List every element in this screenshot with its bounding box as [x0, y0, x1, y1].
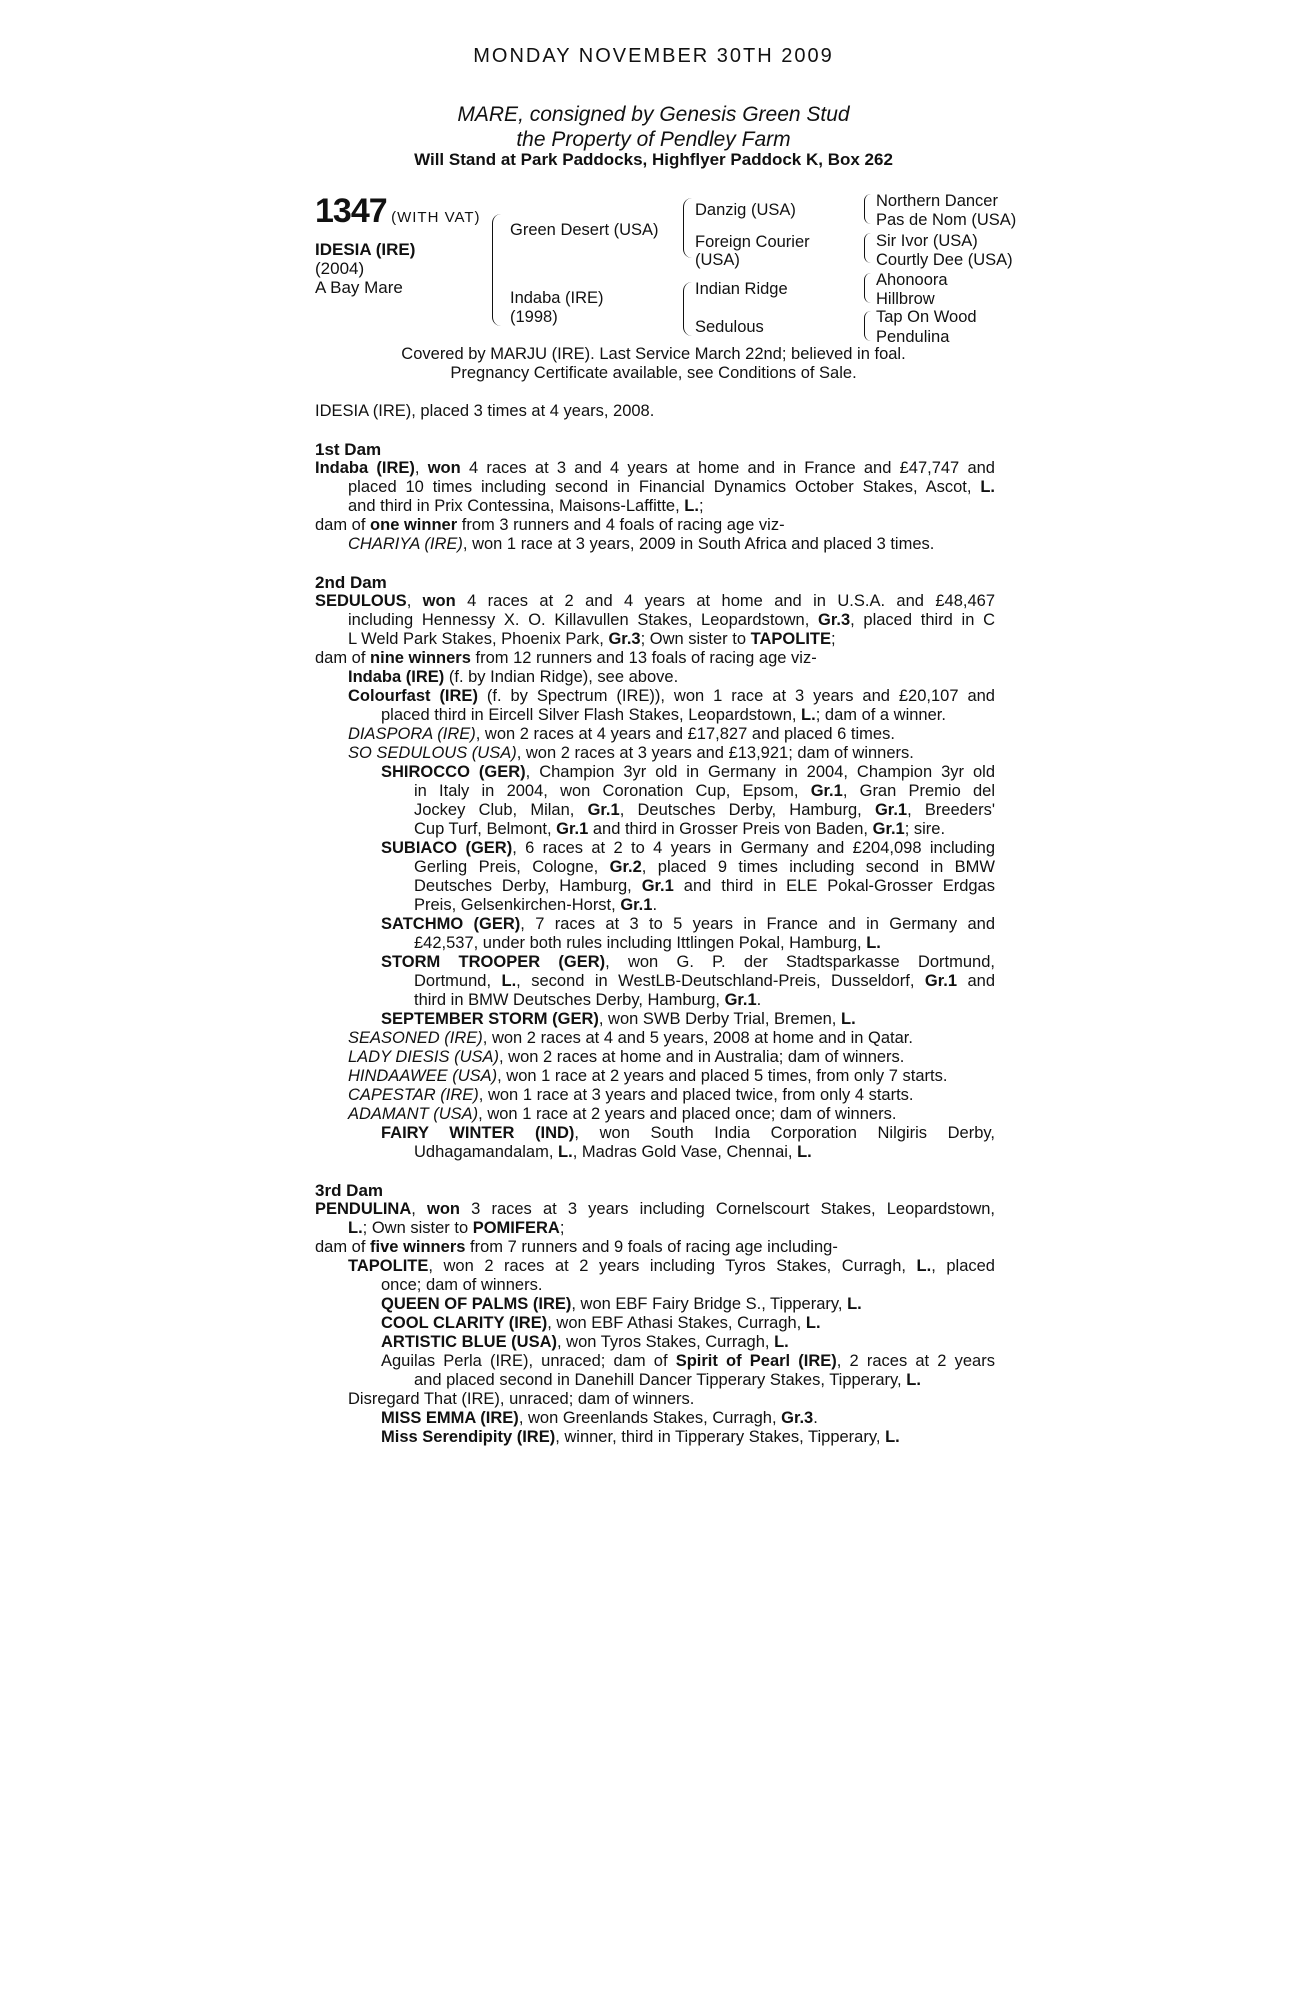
- ped-sd-2: (USA): [695, 251, 740, 269]
- ped-sd-1: Foreign Courier: [695, 233, 810, 251]
- dam2-shirocco-2: in Italy in 2004, won Coronation Cup, Epsom, Gr.1, Gran Premio del: [414, 782, 995, 800]
- dam2-colourfast-1: Colourfast (IRE) (f. by Spectrum (IRE)), won 1 race at 3 years and £20,107 and: [348, 687, 995, 705]
- ped-sdd: Courtly Dee (USA): [876, 251, 1013, 269]
- ped-ds: Indian Ridge: [695, 280, 788, 298]
- sale-date: MONDAY NOVEMBER 30TH 2009: [473, 45, 834, 67]
- second-dam-heading: 2nd Dam: [315, 573, 387, 592]
- ped-sds: Sir Ivor (USA): [876, 232, 978, 250]
- dam3-cool-clarity: COOL CLARITY (IRE), won EBF Athasi Stakes, Curragh, L.: [381, 1314, 821, 1332]
- horse-name: IDESIA (IRE): [315, 240, 416, 259]
- brace-4: [864, 194, 871, 224]
- ped-ddd: Pendulina: [876, 328, 950, 346]
- dam2-lady-diesis: LADY DIESIS (USA), won 2 races at home and in Australia; dam of winners.: [348, 1048, 905, 1066]
- vat-note: (WITH VAT): [391, 209, 481, 226]
- dam2-shirocco-4: Cup Turf, Belmont, Gr.1 and third in Grosser Preis von Baden, Gr.1; sire.: [414, 820, 946, 838]
- dam3-tapolite-2: once; dam of winners.: [381, 1276, 543, 1294]
- dam2-line-4: dam of nine winners from 12 runners and 13 foals of racing age viz-: [315, 649, 817, 667]
- ped-dam-2: (1998): [510, 308, 558, 326]
- ped-sire: Green Desert (USA): [510, 221, 659, 239]
- dam2-fairy-winter-1: FAIRY WINTER (IND), won South India Corporation Nilgiris Derby,: [381, 1124, 995, 1142]
- dam2-colourfast-2: placed third in Eircell Silver Flash Stakes, Leopardstown, L.; dam of a winner.: [381, 706, 946, 724]
- horse-info: [315, 240, 415, 297]
- brace-5: [864, 233, 871, 263]
- dam2-so-sedulous: SO SEDULOUS (USA), won 2 races at 3 years and £13,921; dam of winners.: [348, 744, 914, 762]
- brace-1: [492, 214, 501, 326]
- ped-ss: Danzig (USA): [695, 201, 796, 219]
- dam2-subiaco-3: Deutsches Derby, Hamburg, Gr.1 and third in ELE Pokal-Grosser Erdgas: [414, 877, 995, 895]
- horse-description: A Bay Mare: [315, 278, 403, 297]
- dam3-line-2: L.; Own sister to POMIFERA;: [348, 1219, 565, 1237]
- lot-number-block: [315, 192, 481, 231]
- dam2-subiaco-2: Gerling Preis, Cologne, Gr.2, placed 9 times including second in BMW: [414, 858, 995, 876]
- ped-dam-1: Indaba (IRE): [510, 289, 604, 307]
- stand-location: Will Stand at Park Paddocks, Highflyer Paddock K, Box 262: [414, 150, 893, 169]
- dam1-line-4: dam of one winner from 3 runners and 4 foals of racing age viz-: [315, 516, 785, 534]
- lot-number: 1347: [315, 192, 387, 230]
- covered-note: [0, 345, 1307, 383]
- dam3-line-1: PENDULINA, won 3 races at 3 years including Cornelscourt Stakes, Leopardstown,: [315, 1200, 995, 1218]
- dam3-miss-emma: MISS EMMA (IRE), won Greenlands Stakes, Curragh, Gr.3.: [381, 1409, 818, 1427]
- dam1-line-3: and third in Prix Contessina, Maisons-Laffitte, L.;: [348, 497, 704, 515]
- ped-dsd: Hillbrow: [876, 290, 935, 308]
- dam2-satchmo-2: £42,537, under both rules including Ittlingen Pokal, Hamburg, L.: [414, 934, 881, 952]
- dam2-diaspora: DIASPORA (IRE), won 2 races at 4 years and £17,827 and placed 6 times.: [348, 725, 895, 743]
- horse-year: (2004): [315, 259, 365, 278]
- dam1-line-5: CHARIYA (IRE), won 1 race at 3 years, 2009 in South Africa and placed 3 times.: [348, 535, 935, 553]
- ped-dss: Ahonoora: [876, 271, 948, 289]
- brace-7: [864, 311, 871, 341]
- third-dam-heading: 3rd Dam: [315, 1181, 384, 1200]
- ped-ssd: Pas de Nom (USA): [876, 211, 1017, 229]
- dam2-line-3: L Weld Park Stakes, Phoenix Park, Gr.3; Own sister to TAPOLITE;: [348, 630, 836, 648]
- brace-6: [864, 273, 871, 303]
- dam3-artistic-blue: ARTISTIC BLUE (USA), won Tyros Stakes, Curragh, L.: [381, 1333, 789, 1351]
- dam1-line-1: Indaba (IRE), won 4 races at 3 and 4 years at home and in France and £47,747 and: [315, 459, 995, 477]
- dam3-aguilas-1: Aguilas Perla (IRE), unraced; dam of Spirit of Pearl (IRE), 2 races at 2 years: [381, 1352, 995, 1370]
- dam2-september-storm: SEPTEMBER STORM (GER), won SWB Derby Trial, Bremen, L.: [381, 1010, 856, 1028]
- ped-dds: Tap On Wood: [876, 308, 977, 326]
- covered-line-1: Covered by MARJU (IRE). Last Service March 22nd; believed in foal.: [401, 345, 906, 363]
- ped-dd: Sedulous: [695, 318, 764, 336]
- dam2-fairy-winter-2: Udhagamandalam, L., Madras Gold Vase, Chennai, L.: [414, 1143, 812, 1161]
- dam3-disregard: Disregard That (IRE), unraced; dam of winners.: [348, 1390, 695, 1408]
- dam3-aguilas-2: and placed second in Danehill Dancer Tipperary Stakes, Tipperary, L.: [414, 1371, 921, 1389]
- dam2-storm-3: third in BMW Deutsches Derby, Hamburg, Gr.1.: [414, 991, 762, 1009]
- brace-2: [683, 198, 692, 258]
- brace-3: [683, 282, 692, 336]
- covered-line-2: Pregnancy Certificate available, see Conditions of Sale.: [450, 364, 857, 382]
- first-dam-heading: 1st Dam: [315, 440, 382, 459]
- dam2-storm-1: STORM TROOPER (GER), won G. P. der Stadtsparkasse Dortmund,: [381, 953, 995, 971]
- dam2-adamant: ADAMANT (USA), won 1 race at 2 years and placed once; dam of winners.: [348, 1105, 897, 1123]
- third-dam-section: [315, 1181, 995, 1447]
- dam2-subiaco-4: Preis, Gelsenkirchen-Horst, Gr.1.: [414, 896, 658, 914]
- dam3-miss-serendipity: Miss Serendipity (IRE), winner, third in Tipperary Stakes, Tipperary, L.: [381, 1428, 900, 1446]
- consign-line-1: MARE, consigned by Genesis Green Stud: [457, 103, 850, 126]
- dam3-line-3: dam of five winners from 7 runners and 9 foals of racing age including-: [315, 1238, 838, 1256]
- second-dam-section: [315, 573, 995, 1162]
- dam2-hindaawee: HINDAAWEE (USA), won 1 race at 2 years and placed 5 times, from only 7 starts.: [348, 1067, 948, 1085]
- dam2-indaba: Indaba (IRE) (f. by Indian Ridge), see above.: [348, 668, 679, 686]
- dam2-capestar: CAPESTAR (IRE), won 1 race at 3 years and placed twice, from only 4 starts.: [348, 1086, 914, 1104]
- dam2-line-2: including Hennessy X. O. Killavullen Stakes, Leopardstown, Gr.3, placed third in C: [348, 611, 996, 629]
- dam2-satchmo-1: SATCHMO (GER), 7 races at 3 to 5 years in France and in Germany and: [381, 915, 995, 933]
- dam1-line-2: placed 10 times including second in Financial Dynamics October Stakes, Ascot, L.: [348, 478, 995, 496]
- dam2-subiaco-1: SUBIACO (GER), 6 races at 2 to 4 years in Germany and £204,098 including: [381, 839, 995, 857]
- dam3-queen-of-palms: QUEEN OF PALMS (IRE), won EBF Fairy Bridge S., Tipperary, L.: [381, 1295, 862, 1313]
- dam2-seasoned: SEASONED (IRE), won 2 races at 4 and 5 years, 2008 at home and in Qatar.: [348, 1029, 913, 1047]
- dam2-line-1: SEDULOUS, won 4 races at 2 and 4 years at home and in U.S.A. and £48,467: [315, 592, 995, 610]
- first-dam-section: [315, 440, 995, 554]
- consign-line-2: the Property of Pendley Farm: [516, 128, 791, 151]
- ped-sss: Northern Dancer: [876, 192, 998, 210]
- dam2-shirocco-1: SHIROCCO (GER), Champion 3yr old in Germany in 2004, Champion 3yr old: [381, 763, 995, 781]
- dam3-tapolite-1: TAPOLITE, won 2 races at 2 years including Tyros Stakes, Curragh, L., placed: [348, 1257, 995, 1275]
- intro-line: IDESIA (IRE), placed 3 times at 4 years, 2008.: [315, 402, 655, 420]
- dam2-shirocco-3: Jockey Club, Milan, Gr.1, Deutsches Derby, Hamburg, Gr.1, Breeders': [414, 801, 995, 819]
- consignor: [0, 102, 1307, 152]
- dam2-storm-2: Dortmund, L., second in WestLB-Deutschland-Preis, Dusseldorf, Gr.1 and: [414, 972, 996, 990]
